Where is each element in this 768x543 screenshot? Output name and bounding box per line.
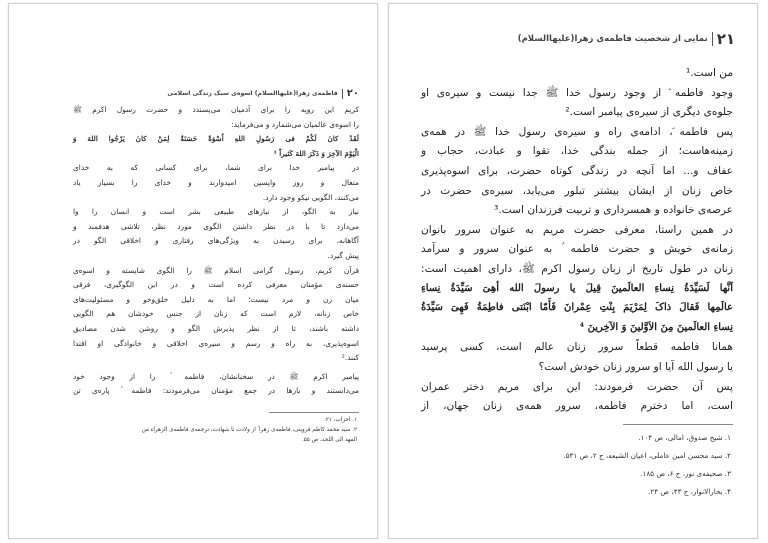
page-header [53,88,359,99]
text-line: می‌دارد تا با در نظر داشتن الگوی مورد نظر، تلاشی هدفمند و [73,221,359,231]
text-line: وجود فاطمه ؑ از وجود رسول خدا ﷺ جدا نیست و سیره‌ی او [421,86,733,99]
text-line: خاص زنان از ایشان بیشتر تبلور می‌یابد، سیره‌ی حضرت در [421,184,733,197]
text-line: میان زن و مرد نیست؛ اما به دلیل خلق‌وخو و مسئولیت‌های [73,294,359,304]
page-number: ۲۰ [346,88,359,99]
text-line: می‌دانستند و بارها در جمع مؤمنان می‌فرمودند: فاطمه ؑ پاره‌ی تن [73,386,359,396]
text-line: پیامبر اکرم ﷺ در سخنانشان، فاطمه ؑ را از وجود خود [73,371,359,381]
text-line: زمینه‌هاست؛ از جمله بندگی خدا، تقوا و عبادت، حجاب و [421,145,733,158]
text-line: عفاف و... اما آنچه در زندگی کوتاه حضرت، برای اسوه‌پذیری [421,165,733,177]
text-line: الْیَوْمَ الآخِرَ وَ ذَکَرَ اللهَ کَثیراً ¹ [273,148,359,158]
footnote: ۱. شیخ صدوق، امالی، ص ۱۰۴. [638,433,731,442]
footnote-rule [623,424,733,425]
footnote: ۴. بحارالانوار، ج ۴۳، ص ۲۴. [648,487,731,496]
text-line: زنان در طول تاریخ از زبان رسول اکرم ﷺ، دارای اهمیت است: [421,263,733,275]
text-line: را اسوه‌ی عالمیان می‌شمارد و می‌فرماید: [231,119,359,129]
text-line: عرصه‌ی خانواده و همسرداری و تربیت فرزندان است.³ [494,204,733,217]
text-line: اَنَّها لَسَیِّدَةُ نِساءِ العالَمینَ قِیلَ یا رسولَ الله أهِیَ سَیِّدَةُ نِساءِ [421,282,733,294]
text-line: لَقَدْ کانَ لَکُمْ فی رَسُولِ اللهِ اُسْوَةٌ حَسَنَةٌ لِمَنْ کانَ یَرْجُوا اللهَ وَ [73,134,359,144]
footnote: ۳. صحیفه‌ی نور، ج ۶، ص ۱۸۵. [640,469,731,478]
text-line: زمانه‌ی خویش و حضرت فاطمه ؑ به عنوان سرور و سرآمد [421,243,733,256]
running-title: نمایی از شخصیت فاطمه‌ی زهرا(علیهاالسلام) [517,34,708,44]
footnote: ۲. سید محسن امین عاملی، اعیان الشیعه، ج ۲، ص ۵۴۱. [563,451,731,460]
text-line: جلوه‌ی دیگری از سیره‌ی پیامبر است.² [565,106,733,119]
text-line: نِساءِ العالَمینَ مِنَ الاَوَّلینَ وَ الآخِرینَ ⁴ [579,321,733,333]
text-line: است، اما دخترم فاطمه، سرور همه‌ی زنان جهان، از [421,400,733,413]
text-line: آگاهانه، برای رسیدن به ویژگی‌های رفتاری و اخلاقی الگو در [73,236,359,246]
page-header [411,30,735,48]
text-line: داشته باشند، تا از نظر پذیرش الگو و روشن شدن مصادیق [73,324,359,333]
text-line: عالَمِها فَقالَ ذاکَ لِمَرْیَمَ بِنْتِ عِمْرانَ فَأَمّا ابْنَتی فاطِمَةُ فَهِیَ سَیِّدَةُ [421,302,733,314]
text-line: همانا فاطمه قطعاً سرور زنان عالم است، کسی پرسید [421,341,733,354]
text-line: در همین راستا، معرفی حضرت مریم به عنوان سرور بانوان [421,223,733,236]
text-line: پیش گیرد. [327,251,359,260]
text-line: قرآن کریم، رسول گرامی اسلام ﷺ را الگوی شایسته و اسوه‌ی [73,265,359,275]
page-number: ۲۱ [716,30,735,48]
text-line: خاص زنانه، لازم است که زنان از جنس خودشان هم الگویی [73,309,359,319]
text-line: حسنه‌ی مؤمنان معرفی کرده است و در این الگوگیری، فرقی [73,280,359,290]
text-line: کنند.² [341,353,359,363]
text-line: متعال و روز واپسین امیدوارند و خدای را بسیار یاد [73,178,359,187]
text-line: نیاز به الگو، از نیازهای طبیعی بشر است و انسان را وا [73,207,359,217]
footnote: ۱. احزاب، ۲۱. [324,417,357,423]
header-divider [342,89,343,99]
header-divider [712,32,713,46]
text-line: پس فاطمه ؑ، ادامه‌ی راه و سیره‌ی رسول خدا ﷺ در همه‌ی [421,125,733,138]
running-title: فاطمه‌ی زهرا(علیهاالسلام) اسوه‌ی سبک زندگی اسلامی [167,90,338,97]
text-line: یا رسول الله آیا او سرور زنان خودش است؟ [538,361,733,373]
footnote: ۲. سید محمد کاظم قزوینی، فاطمه‌ی زهرا ؑ از ولادت تا شهادت، ترجمه‌ی فاطمه‌ی الزهراء من [141,427,357,433]
text-line: می‌کنند، الگویی نیکو وجود دارد. [262,192,359,202]
footnote: المهد الی اللحد، ص ۵۵. [301,437,357,443]
right-page [388,3,758,539]
text-line: پس آن حضرت فرمودند: این برای مریم دختر عمران [421,380,733,393]
text-line: اسوه‌پذیری، به راه و رسم و سیره‌ی اخلاقی و خانوادگی او اقتدا [73,338,359,348]
footnote-rule [269,412,359,413]
left-page [8,3,378,539]
text-line: من است.¹ [686,67,733,79]
text-line: در پیامبر خدا برای شما، برای کسانی که به خدای [73,163,359,173]
text-line: کریم این رویه را برای آدمیان می‌پسندد و حضرت رسول اکرم ﷺ [73,105,359,114]
